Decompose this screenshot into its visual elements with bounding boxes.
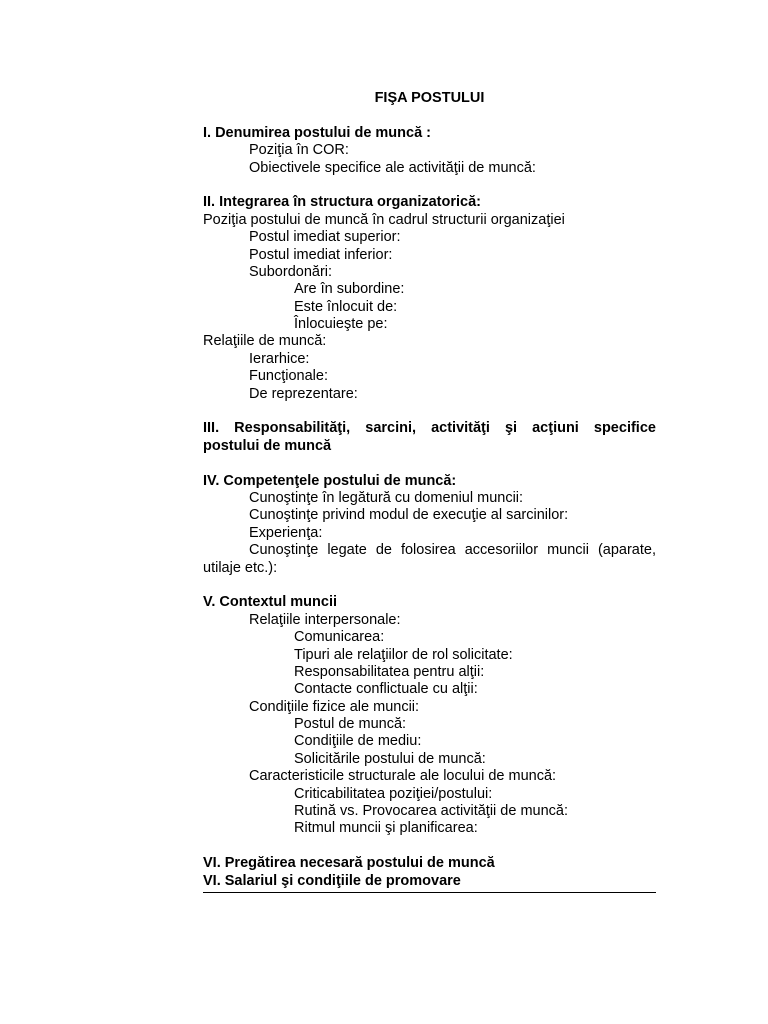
group-label: Relaţiile interpersonale: (249, 611, 401, 628)
section-4-heading: IV. Competenţele postului de muncă: (203, 472, 457, 489)
spacer (203, 838, 656, 855)
field-word: folosirea (400, 542, 456, 559)
field-label: De reprezentare: (249, 385, 358, 402)
spacer (203, 107, 656, 124)
heading-word: activităţi (431, 420, 490, 437)
section-6a-heading: VI. Pregătirea necesară postului de muncă (203, 855, 495, 872)
field-label-end: utilaje etc.): (203, 559, 278, 576)
heading-word: sarcini, (365, 420, 417, 437)
field-label: Subordonări: (249, 263, 333, 280)
subfield-label: Criticabilitatea poziţiei/postului: (294, 785, 493, 802)
field-label-justified (203, 542, 656, 559)
subfield-label: Tipuri ale relaţiilor de rol solicitate: (294, 646, 513, 663)
section-1-heading: I. Denumirea postului de muncă : (203, 124, 432, 141)
field-word: (aparate, (597, 542, 656, 559)
document-title: FIŞA POSTULUI (374, 90, 485, 106)
subfield-label: Comunicarea: (294, 629, 385, 646)
section-5-heading: V. Contextul muncii (203, 594, 338, 611)
spacer (203, 455, 656, 472)
field-word: Cunoştinţe (249, 542, 319, 559)
subfield-label: Solicitările postului de muncă: (294, 750, 486, 767)
subfield-label: Are în subordine: (294, 281, 405, 298)
field-label: Funcţionale: (249, 368, 328, 385)
heading-word: şi (504, 420, 518, 437)
field-label: Cunoştinţe privind modul de execuţie al sarcinilor: (249, 507, 569, 524)
subfield-label: Rutină vs. Provocarea activităţii de muncă: (294, 803, 569, 820)
section-3-heading-end: postului de muncă (203, 437, 332, 454)
field-label: Cunoştinţe în legătură cu domeniul muncii: (249, 489, 524, 506)
field-label: Postul imediat inferior: (249, 246, 393, 263)
section-6b-heading: VI. Salariul şi condiţiile de promovare (203, 872, 461, 889)
subfield-label: Ritmul muncii şi planificarea: (294, 820, 478, 837)
field-label: Postul imediat superior: (249, 229, 401, 246)
subfield-label: Postul de muncă: (294, 716, 407, 733)
heading-word: III. (203, 420, 220, 437)
subfield-label: Înlocuieşte pe: (294, 316, 388, 333)
spacer (203, 177, 656, 194)
field-label: Poziţia în COR: (249, 142, 349, 159)
spacer (203, 577, 656, 594)
field-word: muncii (547, 542, 589, 559)
section-2-heading: II. Integrarea în structura organizatorică: (203, 194, 481, 211)
heading-word: Responsabilităţi, (234, 420, 351, 437)
field-label: Ierarhice: (249, 350, 310, 367)
subfield-label: Contacte conflictuale cu alţii: (294, 681, 478, 698)
bottom-rule (203, 892, 656, 893)
field-word: de (375, 542, 392, 559)
heading-word: specifice (593, 420, 656, 437)
field-word: legate (327, 542, 367, 559)
spacer (203, 403, 656, 420)
field-label: Obiectivele specifice ale activităţii de muncă: (249, 159, 536, 176)
subfield-label: Condiţiile de mediu: (294, 733, 422, 750)
document-page (203, 90, 656, 893)
subfield-label: Este înlocuit de: (294, 298, 398, 315)
section-2-intro: Poziţia postului de muncă în cadrul structurii organizaţiei (203, 211, 565, 228)
field-word: accesoriilor (464, 542, 539, 559)
heading-word: acţiuni (532, 420, 579, 437)
group-label: Caracteristicile structurale ale locului de muncă: (249, 768, 557, 785)
relations-label: Relaţiile de muncă: (203, 333, 327, 350)
field-label: Experienţa: (249, 524, 323, 541)
subfield-label: Responsabilitatea pentru alţii: (294, 663, 485, 680)
group-label: Condiţiile fizice ale muncii: (249, 698, 420, 715)
section-3-heading (203, 420, 656, 437)
